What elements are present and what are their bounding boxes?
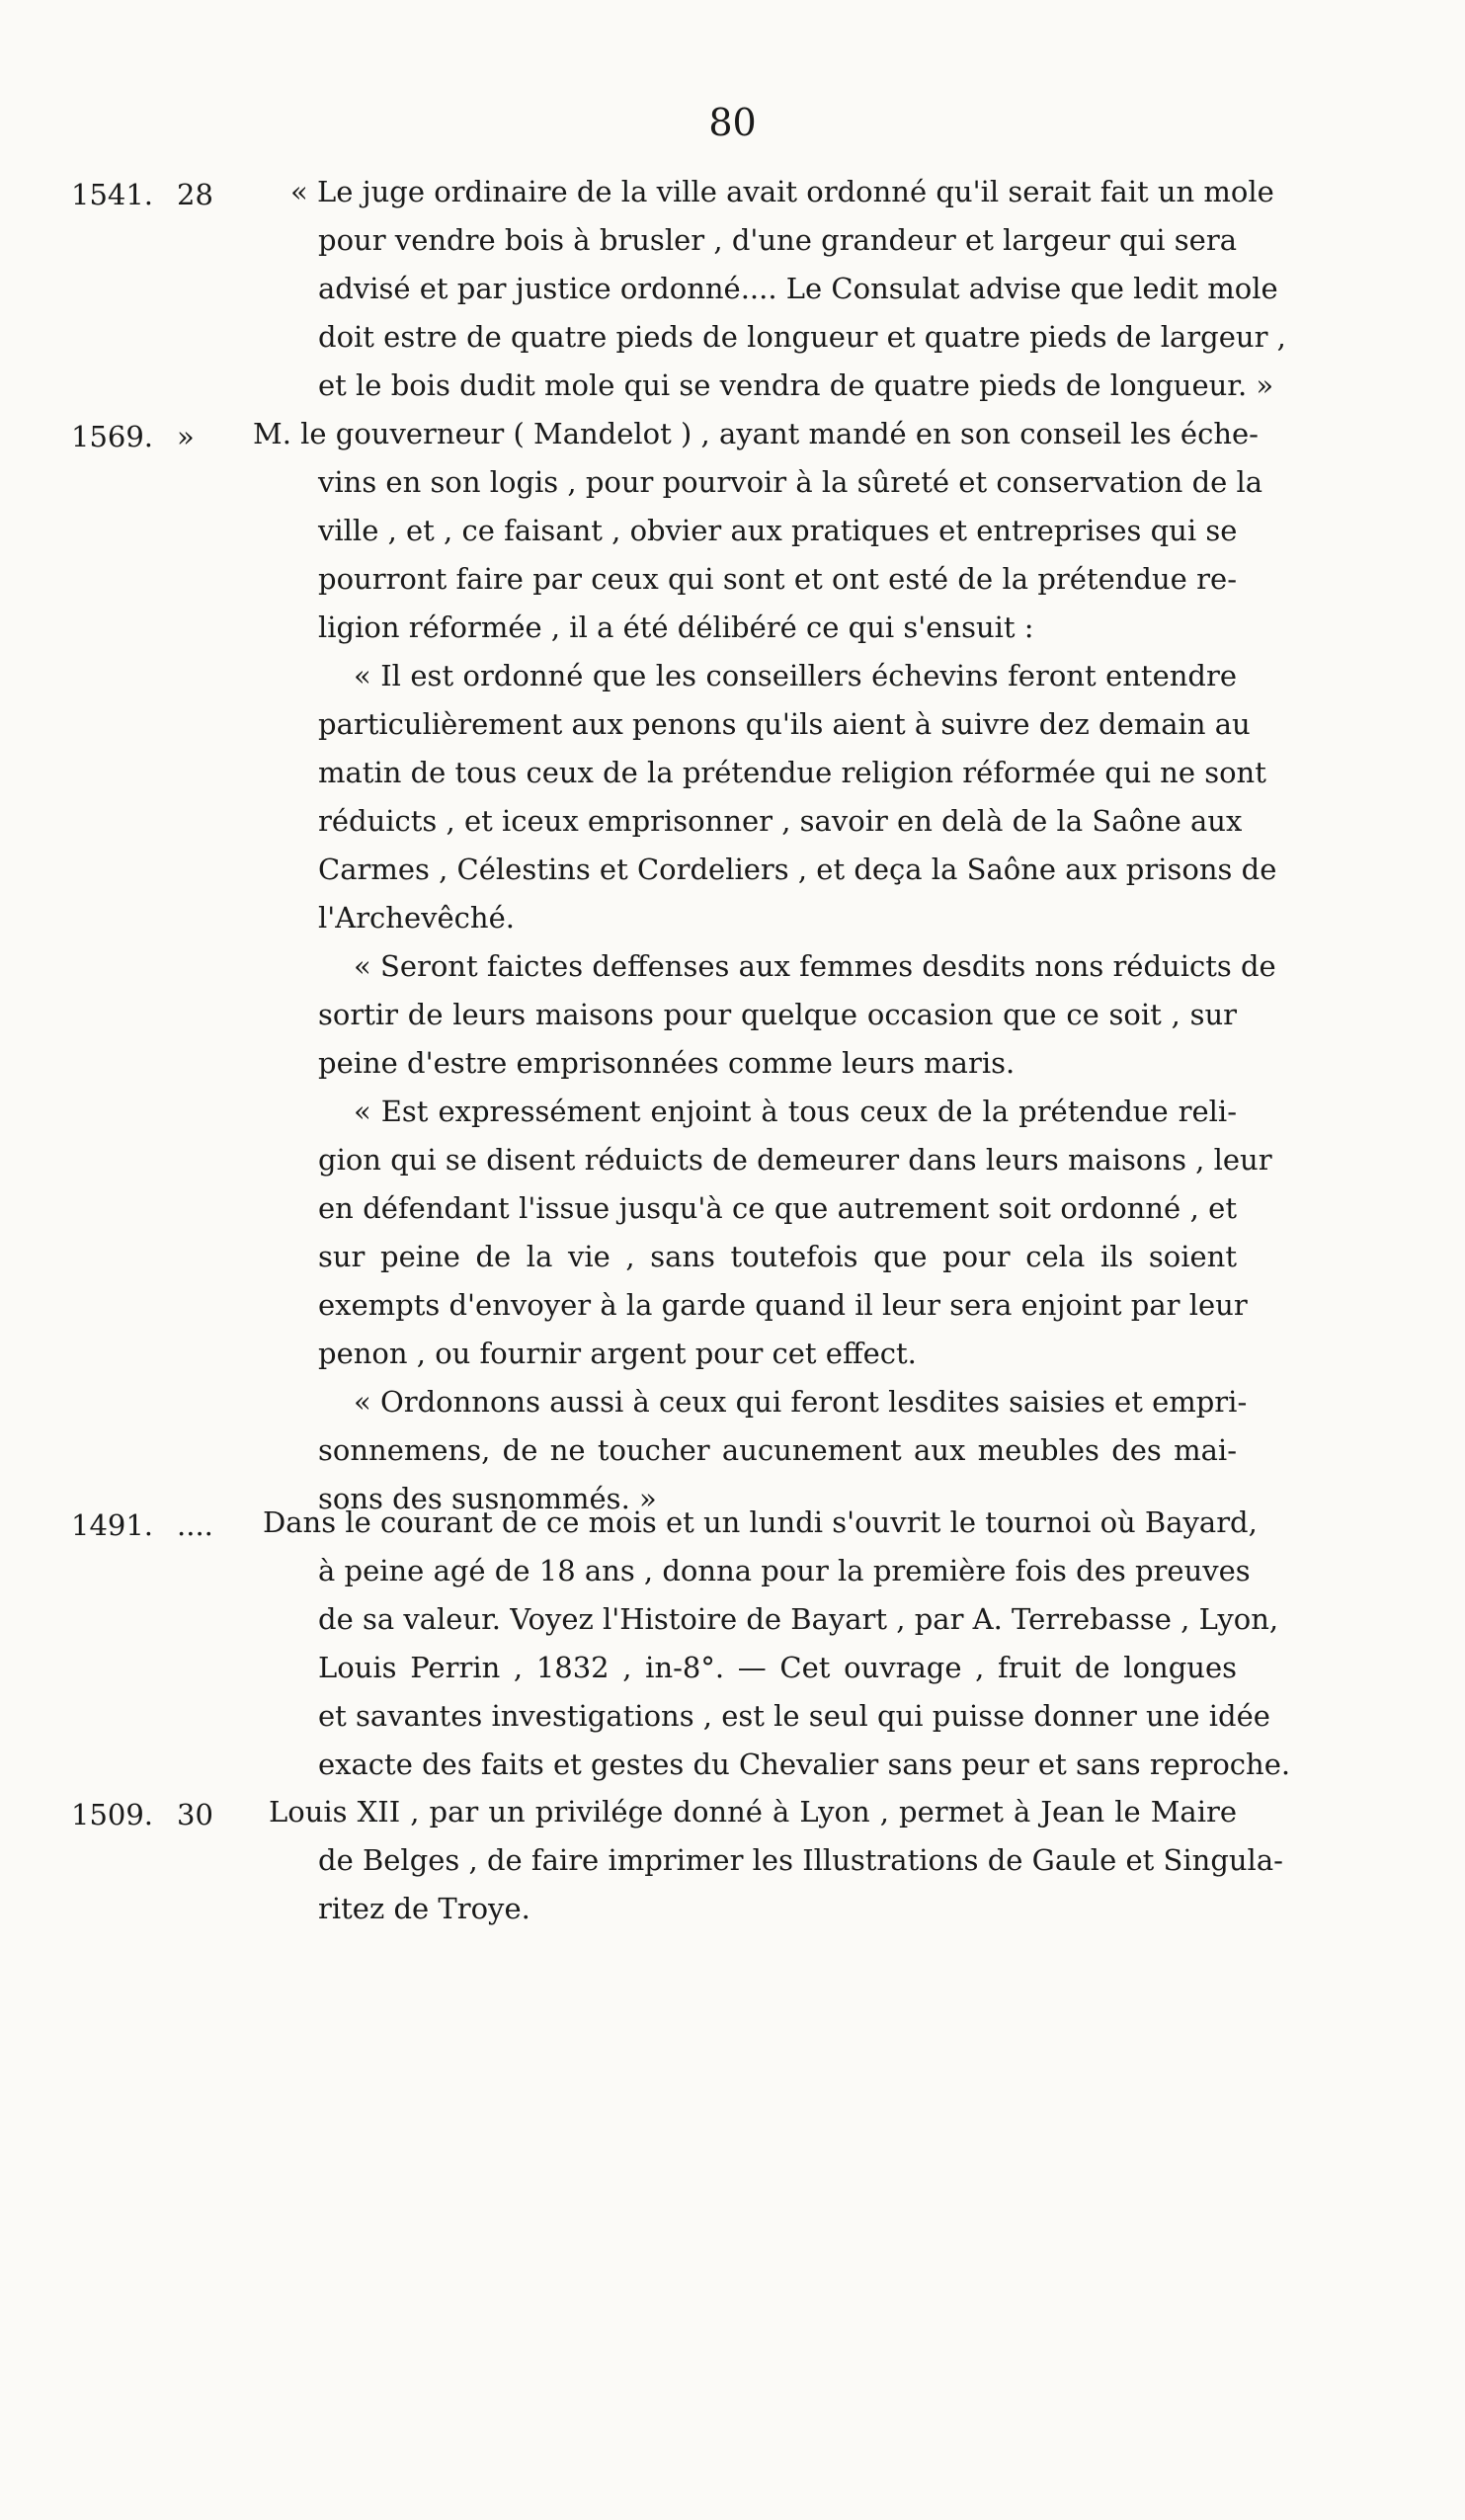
text-line: Carmes , Célestins et Cordeliers , et deça la Saône aux prisons de: [318, 853, 1277, 886]
text-line: penon , ou fournir argent pour cet effect.: [318, 1337, 917, 1370]
text-line: exempts d'envoyer à la garde quand il leur sera enjoint par leur: [318, 1288, 1248, 1322]
text-line: et savantes investigations , est le seul qui puisse donner une idée: [318, 1699, 1270, 1733]
entry-year: 1541.: [71, 178, 154, 211]
text-line: à peine agé de 18 ans , donna pour la première fois des preuves: [318, 1554, 1251, 1587]
text-line: sortir de leurs maisons pour quelque occasion que ce soit , sur: [318, 998, 1237, 1031]
entry-year: 1491.: [71, 1508, 154, 1542]
text-line: matin de tous ceux de la prétendue religion réformée qui ne sont: [318, 756, 1266, 789]
entry-year: 1509.: [71, 1798, 154, 1831]
entry-day: 28: [177, 178, 213, 211]
text-line: sur peine de la vie , sans toutefois que pour cela ils soient: [318, 1240, 1237, 1273]
text-line: M. le gouverneur ( Mandelot ) , ayant mandé en son conseil les éche-: [253, 417, 1259, 450]
text-line: et le bois dudit mole qui se vendra de quatre pieds de longueur. »: [318, 368, 1274, 402]
text-line: particulièrement aux penons qu'ils aient à suivre dez demain au: [318, 707, 1251, 741]
text-line: ligion réformée , il a été délibéré ce qui s'ensuit :: [318, 610, 1034, 644]
entry-day: 30: [177, 1798, 213, 1831]
text-line: vins en son logis , pour pourvoir à la sûreté et conservation de la: [318, 465, 1263, 499]
entry-year: 1569.: [71, 420, 154, 453]
entry-text: [263, 1499, 1291, 1789]
entry-date: [71, 178, 213, 211]
entry-day: ....: [177, 1508, 213, 1542]
text-line: Louis XII , par un privilége donné à Lyon , permet à Jean le Maire: [269, 1795, 1237, 1829]
text-line: en défendant l'issue jusqu'à ce que autrement soit ordonné , et: [318, 1191, 1237, 1225]
text-line: « Il est ordonné que les conseillers échevins feront entendre: [354, 659, 1237, 692]
text-line: de Belges , de faire imprimer les Illustrations de Gaule et Singula-: [318, 1843, 1283, 1877]
paragraph: [318, 652, 1277, 942]
text-line: Louis Perrin , 1832 , in-8°. — Cet ouvrage , fruit de longues: [318, 1651, 1237, 1684]
text-line: « Seront faictes deffenses aux femmes desdits nons réduicts de: [354, 949, 1276, 983]
text-line: advisé et par justice ordonné.... Le Consulat advise que ledit mole: [318, 272, 1278, 305]
text-line: l'Archevêché.: [318, 901, 515, 935]
entry-date: [71, 1508, 213, 1542]
text-line: gion qui se disent réduicts de demeurer dans leurs maisons , leur: [318, 1143, 1272, 1177]
text-line: sonnemens, de ne toucher aucunement aux meubles des mai-: [318, 1433, 1237, 1467]
entry-day: »: [177, 420, 195, 453]
text-line: sons des susnommés. »: [318, 1482, 657, 1515]
text-line: de sa valeur. Voyez l'Histoire de Bayart , par A. Terrebasse , Lyon,: [318, 1602, 1279, 1636]
text-line: « Ordonnons aussi à ceux qui feront lesdites saisies et empri-: [354, 1385, 1248, 1419]
entry-date: [71, 420, 195, 453]
page-number: 80: [708, 101, 757, 144]
text-line: pour vendre bois à brusler , d'une grandeur et largeur qui sera: [318, 223, 1237, 257]
text-line: pourront faire par ceux qui sont et ont esté de la prétendue re-: [318, 562, 1237, 596]
entry-text: [269, 1788, 1283, 1933]
text-line: réduicts , et iceux emprisonner , savoir en delà de la Saône aux: [318, 804, 1243, 838]
text-line: « Le juge ordinaire de la ville avait ordonné qu'il serait fait un mole: [290, 175, 1274, 208]
text-line: ritez de Troye.: [318, 1892, 530, 1925]
entry-text: [290, 168, 1286, 410]
text-line: doit estre de quatre pieds de longueur et quatre pieds de largeur ,: [318, 320, 1286, 354]
paragraph: [318, 942, 1276, 1088]
text-line: peine d'estre emprisonnées comme leurs maris.: [318, 1046, 1016, 1080]
paragraph: [318, 1088, 1272, 1378]
text-line: ville , et , ce faisant , obvier aux pratiques et entreprises qui se: [318, 514, 1238, 547]
text-line: Dans le courant de ce mois et un lundi s'ouvrit le tournoi où Bayard,: [263, 1505, 1258, 1539]
text-line: « Est expressément enjoint à tous ceux de la prétendue reli-: [354, 1095, 1237, 1128]
paragraph: [253, 410, 1263, 652]
text-line: exacte des faits et gestes du Chevalier sans peur et sans reproche.: [318, 1748, 1291, 1781]
entry-date: [71, 1798, 213, 1831]
